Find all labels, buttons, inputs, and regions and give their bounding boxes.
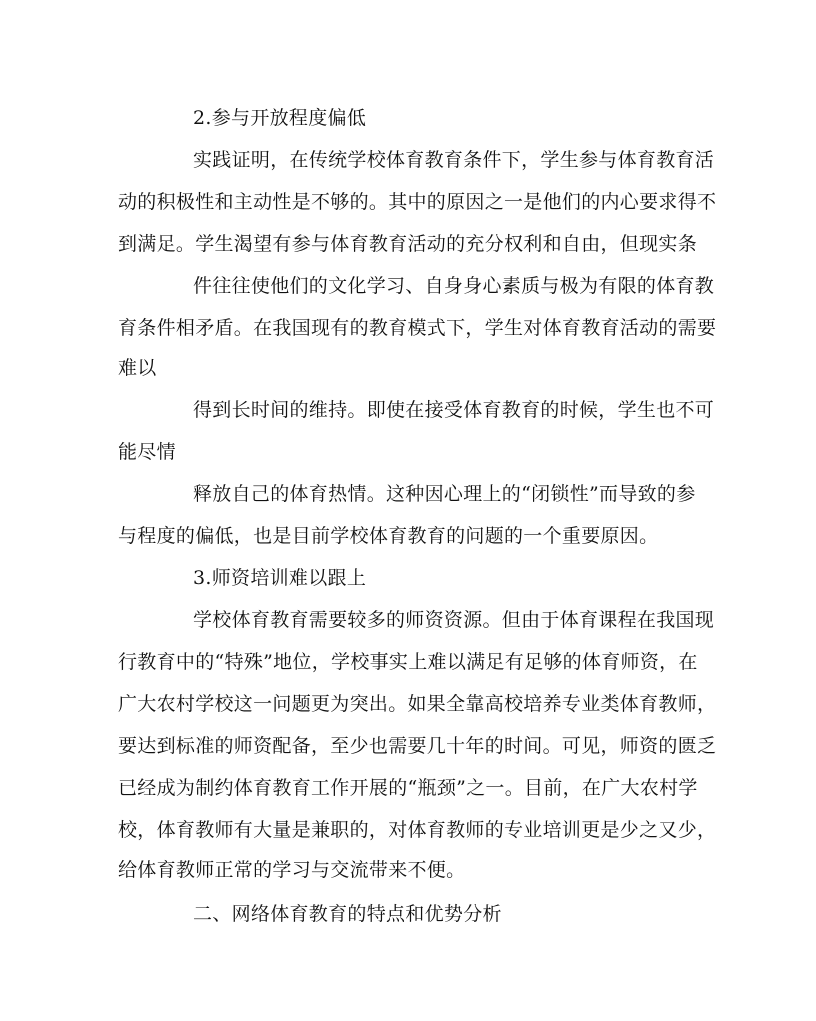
paragraph-line: 与程度的偏低，也是目前学校体育教育的问题的一个重要原因。 <box>118 525 659 547</box>
paragraph-line: 广大农村学校这一问题更为突出。如果全靠高校培养专业类体育教师， <box>118 693 717 715</box>
paragraph-line: 难以 <box>118 357 157 379</box>
paragraph-line: 得到长时间的维持。即使在接受体育教育的时候，学生也不可 <box>193 399 715 421</box>
paragraph-line: 件往往使他们的文化学习、自身身心素质与极为有限的体育教 <box>193 275 715 297</box>
paragraph-line: 到满足。学生渴望有参与体育教育活动的充分权利和自由，但现实条 <box>118 233 698 255</box>
paragraph-line: 已经成为制约体育教育工作开展的“瓶颈”之一。目前，在广大农村学 <box>118 777 698 799</box>
paragraph-line: 行教育中的“特殊”地位，学校事实上难以满足有足够的体育师资，在 <box>118 651 698 673</box>
paragraph-line: 校，体育教师有大量是兼职的，对体育教师的专业培训更是少之又少， <box>118 819 717 841</box>
paragraph-line: 能尽情 <box>118 441 176 463</box>
section-heading-participation: 2.参与开放程度偏低 <box>193 107 367 129</box>
paragraph-line: 给体育教师正常的学习与交流带来不便。 <box>118 859 466 881</box>
paragraph-line: 实践证明，在传统学校体育教育条件下，学生参与体育教育活 <box>193 149 715 171</box>
section-heading-teacher-training: 3.师资培训难以跟上 <box>193 567 367 589</box>
paragraph-line: 学校体育教育需要较多的师资资源。但由于体育课程在我国现 <box>193 609 715 631</box>
paragraph-line: 要达到标准的师资配备，至少也需要几十年的时间。可见，师资的匮乏 <box>118 735 717 757</box>
section-heading-network-education: 二、网络体育教育的特点和优势分析 <box>193 903 502 925</box>
paragraph-line: 动的积极性和主动性是不够的。其中的原因之一是他们的内心要求得不 <box>118 191 717 213</box>
paragraph-line: 育条件相矛盾。在我国现有的教育模式下，学生对体育教育活动的需要 <box>118 317 717 339</box>
paragraph-line: 释放自己的体育热情。这种因心理上的“闭锁性”而导致的参 <box>193 483 696 505</box>
